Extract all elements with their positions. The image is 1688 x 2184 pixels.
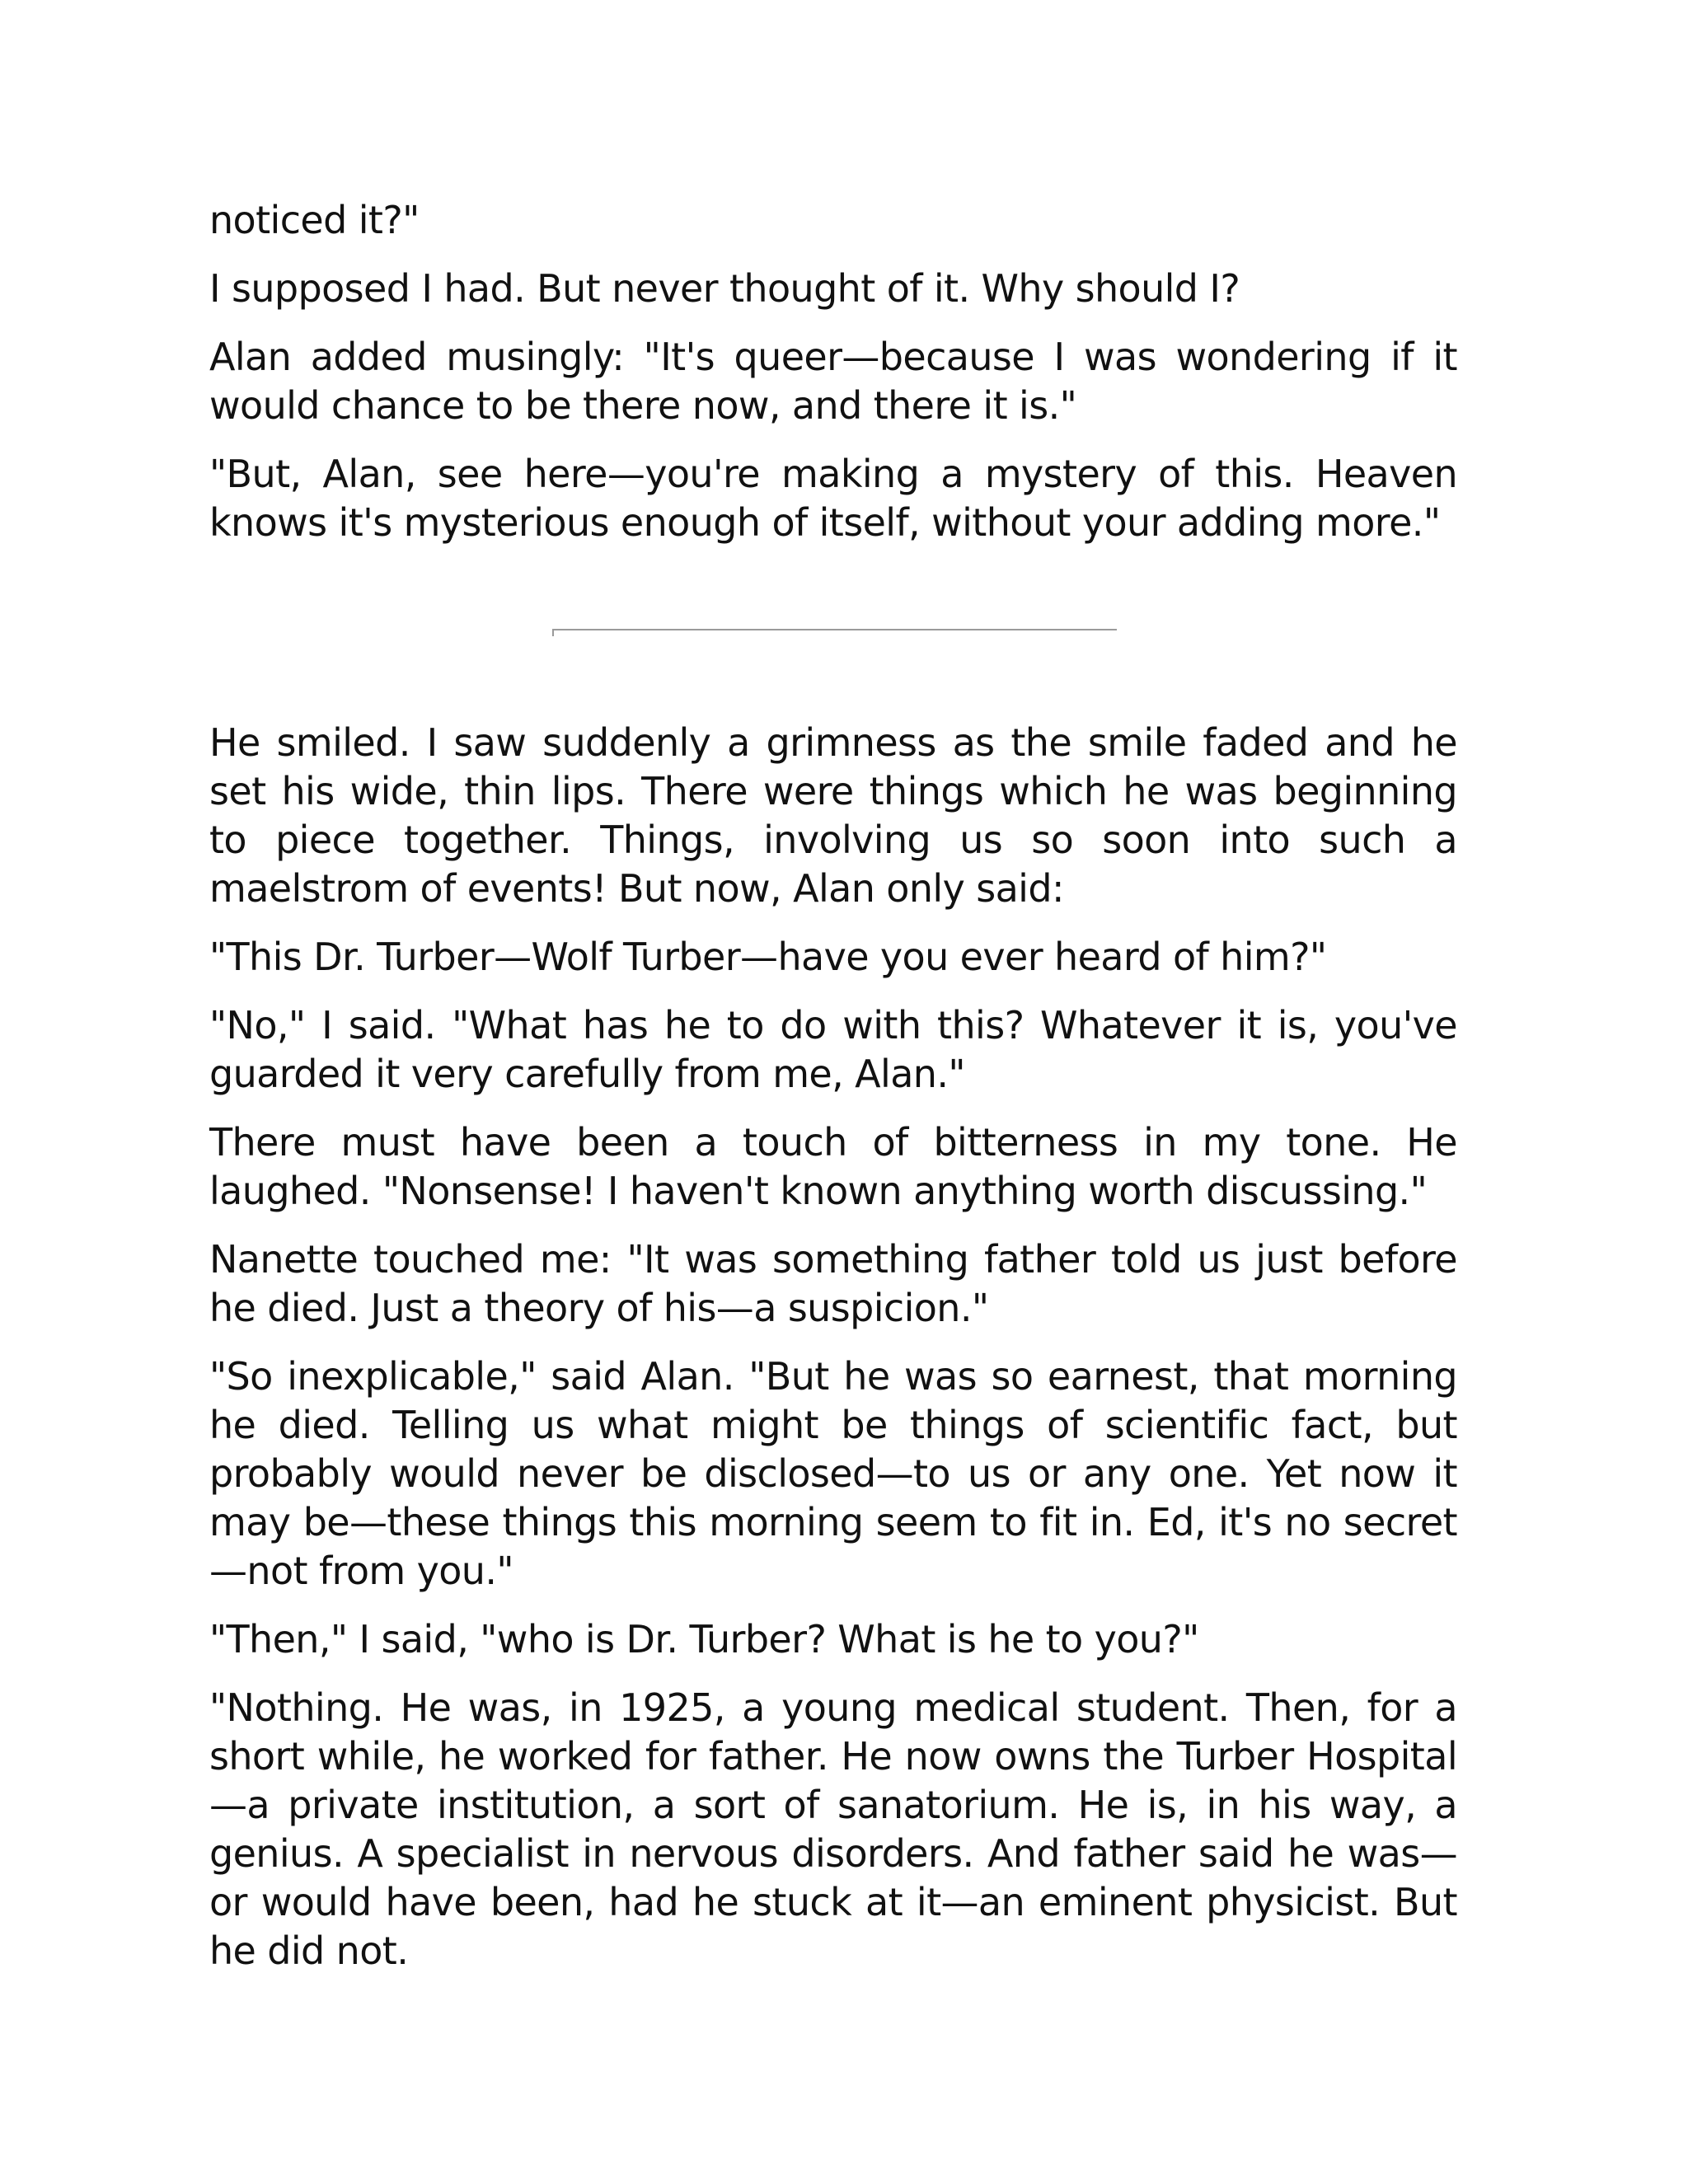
paragraph: "This Dr. Turber—Wolf Turber—have you ever heard of him?" xyxy=(209,935,1327,979)
paragraph: There must have been a touch of bitterness in my tone. He laughed. "Nonsense! I haven't known anything worth discussing." xyxy=(209,1120,1457,1213)
paragraph: "Nothing. He was, in 1925, a young medical student. Then, for a short while, he worked for father. He now owns the Turber Hospital—a private institution, a sort of sanatorium. He is, in his way, a genius. A specialist in nervous disorders. And father said he was—or would have been, had he stuck at it—an eminent physicist. But he did not. xyxy=(209,1685,1457,1973)
paragraph: "No," I said. "What has he to do with this? Whatever it is, you've guarded it very carefully from me, Alan." xyxy=(209,1003,1457,1096)
paragraph: Nanette touched me: "It was something father told us just before he died. Just a theory of his—a suspicion." xyxy=(209,1237,1457,1330)
paragraph: noticed it?" xyxy=(209,198,420,242)
paragraph: "Then," I said, "who is Dr. Turber? What is he to you?" xyxy=(209,1617,1199,1661)
text-block-bottom xyxy=(209,719,1457,1995)
section-divider xyxy=(553,629,1117,630)
paragraph: I supposed I had. But never thought of it. Why should I? xyxy=(209,266,1240,311)
paragraph: "So inexplicable," said Alan. "But he was so earnest, that morning he died. Telling us what might be things of scientific fact, but probably would never be disclosed—to us or any one. Yet now it may be—these things this morning seem to fit in. Ed, it's no secret—not from you." xyxy=(209,1354,1457,1593)
text-block-top xyxy=(209,196,1457,567)
paragraph: He smiled. I saw suddenly a grimness as the smile faded and he set his wide, thin lips. There were things which he was beginning to piece together. Things, involving us so soon into such a maelstrom of events! But now, Alan only said: xyxy=(209,720,1457,911)
paragraph: Alan added musingly: "It's queer—because I was wondering if it would chance to be there now, and there it is." xyxy=(209,335,1457,428)
paragraph: "But, Alan, see here—you're making a mystery of this. Heaven knows it's mysterious enough of itself, without your adding more." xyxy=(209,452,1457,545)
